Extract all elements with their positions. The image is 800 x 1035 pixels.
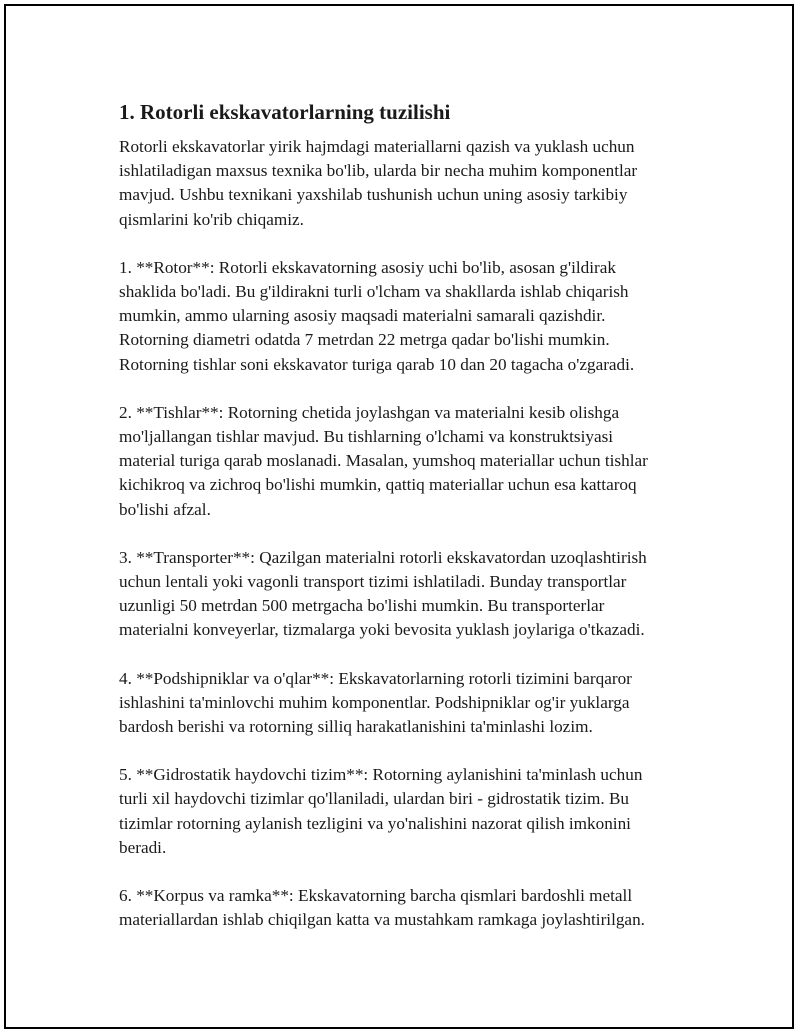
paragraph-gidrostatik: 5. **Gidrostatik haydovchi tizim**: Rotorning aylanishini ta'minlash uchun turli xil haydovchi tizimlar qo'llaniladi, ulardan biri - gidrostatik tizim. Bu tizimlar rotorning aylanish tezligini va yo'nalishini nazorat qilish imkonini beradi. (119, 765, 643, 857)
document-content (119, 98, 709, 956)
paragraph-podshipniklar: 4. **Podshipniklar va o'qlar**: Ekskavatorlarning rotorli tizimini barqaror ishlashini ta'minlovchi muhim komponentlar. Podshipniklar og'ir yuklarga bardosh berishi va rotorning silliq harakatlanishini ta'minlashi lozim. (119, 668, 632, 737)
paragraph-tishlar: 2. **Tishlar**: Rotorning chetida joylashgan va materialni kesib olishga mo'ljallangan tishlar mavjud. Bu tishlarning o'lchami va konstruktsiyasi material turiga qarab moslanadi. Masalan, yumshoq materiallar uchun tishlar kichikroq va zichroq bo'lishi mumkin, qattiq materiallar uchun esa kattaroq bo'lishi afzal. (119, 402, 648, 519)
paragraph-rotor: 1. **Rotor**: Rotorli ekskavatorning asosiy uchi bo'lib, asosan g'ildirak shaklida bo'ladi. Bu g'ildirakni turli o'lcham va shakllarda ishlab chiqarish mumkin, ammo ularning asosiy maqsadi materialni samarali qazishdir. Rotorning diametri odatda 7 metrdan 22 metrga qadar bo'lishi mumkin. Rotorning tishlar soni ekskavator turiga qarab 10 dan 20 tagacha o'zgaradi. (119, 257, 635, 374)
paragraph-transporter: 3. **Transporter**: Qazilgan materialni rotorli ekskavatordan uzoqlashtirish uchun lentali yoki vagonli transport tizimi ishlatiladi. Bunday transportlar uzunligi 50 metrdan 500 metrgacha bo'lishi mumkin. Bu transporterlar materialni konveyerlar, tizmalarga yoki bevosita yuklash joylariga o'tkazadi. (119, 547, 647, 640)
document-page (4, 4, 794, 1029)
intro-paragraph: Rotorli ekskavatorlar yirik hajmdagi materiallarni qazish va yuklash uchun ishlatiladigan maxsus texnika bo'lib, ularda bir necha muhim komponentlar mavjud. Ushbu texnikani yaxshilab tushunish uchun uning asosiy tarkibiy qismlarini ko'rib chiqamiz. (119, 137, 638, 229)
document-title: 1. Rotorli ekskavatorlarning tuzilishi (119, 100, 451, 124)
paragraph-korpus: 6. **Korpus va ramka**: Ekskavatorning barcha qismlari bardoshli metall materiallardan ishlab chiqilgan katta va mustahkam ramkaga joylashtirilgan. (119, 886, 645, 930)
